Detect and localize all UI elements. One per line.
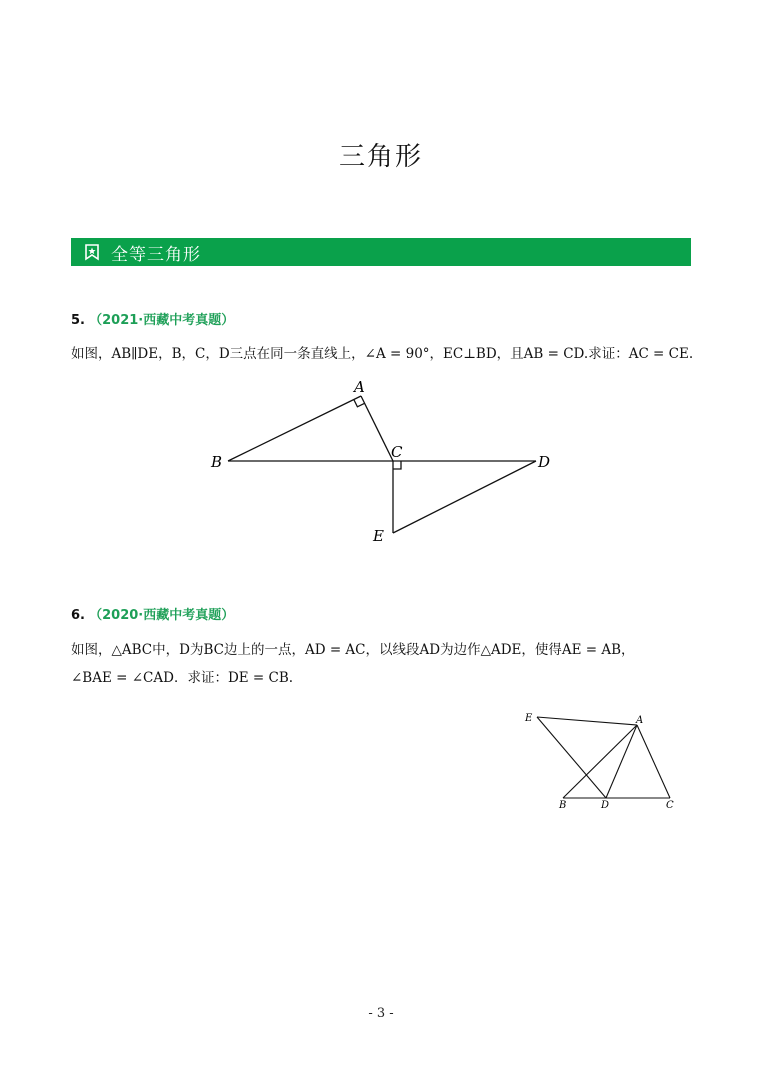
question-source: （2020·西藏中考真题） bbox=[89, 608, 235, 623]
label-e: E bbox=[373, 527, 384, 545]
line-ab bbox=[228, 396, 361, 461]
label-c: C bbox=[391, 443, 403, 461]
label-e: E bbox=[525, 713, 533, 724]
question-6-text-line-2: ∠BAE = ∠CAD．求证：DE = CB. bbox=[71, 670, 294, 686]
line-ed bbox=[393, 461, 536, 533]
label-c: C bbox=[666, 800, 674, 811]
line-ed bbox=[537, 717, 606, 798]
label-a: A bbox=[636, 715, 644, 726]
section-title: 全等三角形 bbox=[111, 244, 201, 265]
line-ad bbox=[606, 725, 637, 798]
label-d: D bbox=[538, 453, 551, 471]
question-number: 5. bbox=[71, 313, 85, 328]
line-ac bbox=[637, 725, 670, 798]
page-title: 三角形 bbox=[338, 142, 423, 172]
question-number: 6. bbox=[71, 608, 85, 623]
label-b: B bbox=[559, 800, 567, 811]
label-d: D bbox=[601, 800, 610, 811]
question-5-header bbox=[71, 309, 234, 328]
right-angle-mark-c bbox=[393, 461, 401, 469]
question-5-figure bbox=[200, 375, 570, 550]
line-ac bbox=[361, 396, 393, 461]
question-6-header bbox=[71, 604, 234, 623]
question-6-text-line-1: 如图，△ABC中，D为BC边上的一点，AD = AC，以线段AD为边作△ADE，使得AE = AB， bbox=[71, 642, 635, 658]
line-ab bbox=[563, 725, 637, 798]
question-5-text: 如图，AB∥DE，B，C，D三点在同一条直线上，∠A = 90°，EC⊥BD，且AB = CD.求证：AC = CE. bbox=[71, 346, 694, 362]
label-a: A bbox=[354, 378, 365, 396]
line-ea bbox=[537, 717, 637, 725]
question-source: （2021·西藏中考真题） bbox=[89, 313, 235, 328]
page-number: - 3 - bbox=[368, 1006, 394, 1021]
bookmark-star-icon bbox=[83, 243, 101, 261]
section-header bbox=[71, 238, 691, 266]
question-6-figure bbox=[520, 708, 685, 813]
label-b: B bbox=[211, 453, 223, 471]
